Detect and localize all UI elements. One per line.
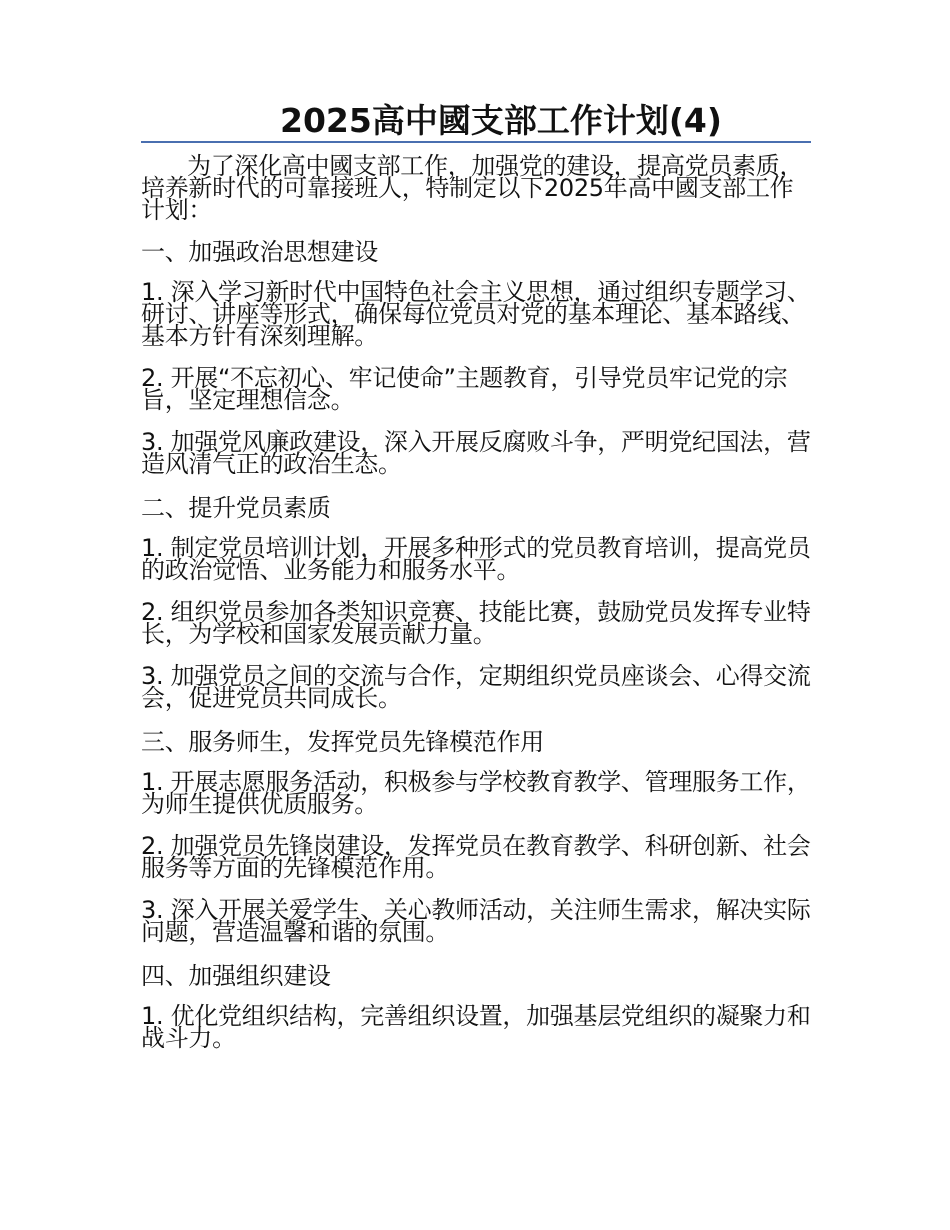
- document-page: [141, 100, 811, 1069]
- section-1-item-2: 2. 开展“不忘初心、牢记使命”主题教育，引导党员牢记党的宗旨，坚定理想信念。: [141, 364, 788, 415]
- section-2-item-3: 3. 加强党员之间的交流与合作，定期组织党员座谈会、心得交流会，促进党员共同成长。: [141, 662, 811, 713]
- section-heading-2: 二、提升党员素质: [141, 494, 331, 523]
- section-1-item-3: 3. 加强党风廉政建设，深入开展反腐败斗争，严明党纪国法，营造风清气正的政治生态。: [141, 428, 811, 479]
- section-1-item-1: 1. 深入学习新时代中国特色社会主义思想，通过组织专题学习、研讨、讲座等形式，确保每位党员对党的基本理论、基本路线、基本方针有深刻理解。: [141, 278, 811, 351]
- section-2-item-2: 2. 组织党员参加各类知识竞赛、技能比赛，鼓励党员发挥专业特长，为学校和国家发展贡献力量。: [141, 598, 811, 649]
- section-heading-4: 四、加强组织建设: [141, 962, 331, 991]
- intro-paragraph: 为了深化高中國支部工作，加强党的建设，提高党员素质，培养新时代的可靠接班人，特制定以下2025年高中國支部工作计划：: [141, 152, 804, 225]
- title-underline: [141, 141, 811, 143]
- section-heading-1: 一、加强政治思想建设: [141, 238, 378, 267]
- section-3-item-2: 2. 加强党员先锋岗建设，发挥党员在教育教学、科研创新、社会服务等方面的先锋模范作用。: [141, 832, 811, 883]
- section-heading-3: 三、服务师生，发挥党员先锋模范作用: [141, 728, 544, 757]
- section-4-item-1: 1. 优化党组织结构，完善组织设置，加强基层党组织的凝聚力和战斗力。: [141, 1002, 811, 1053]
- section-2-item-1: 1. 制定党员培训计划，开展多种形式的党员教育培训，提高党员的政治觉悟、业务能力和服务水平。: [141, 534, 811, 585]
- section-3-item-3: 3. 深入开展关爱学生、关心教师活动，关注师生需求，解决实际问题，营造温馨和谐的氛围。: [141, 896, 811, 947]
- section-3-item-1: 1. 开展志愿服务活动，积极参与学校教育教学、管理服务工作，为师生提供优质服务。: [141, 768, 811, 819]
- document-title: 2025高中國支部工作计划(4): [280, 101, 722, 140]
